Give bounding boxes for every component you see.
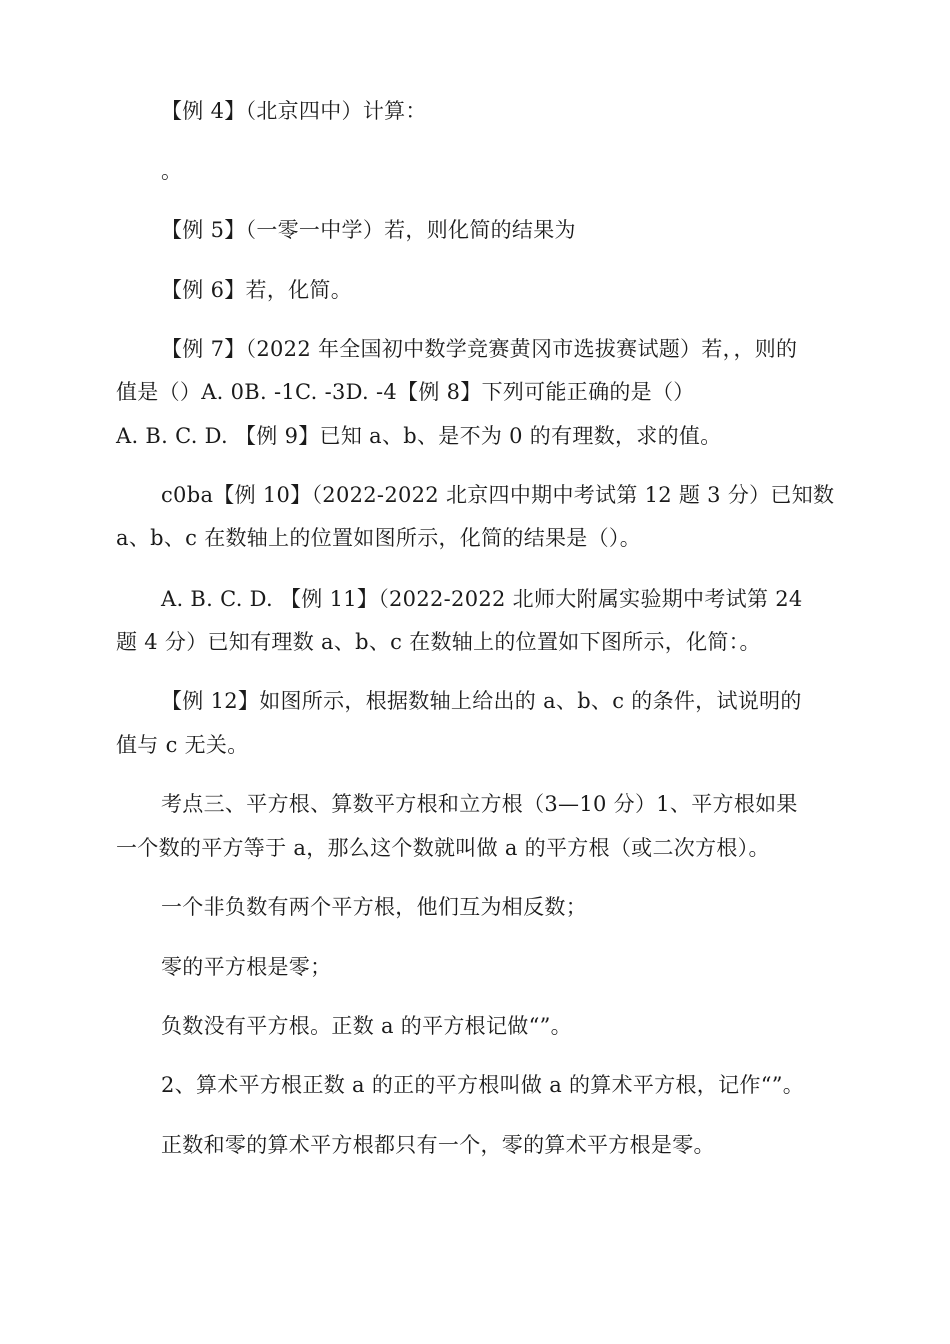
example-7-line: 【例 7】（2022 年全国初中数学竞赛黄冈市选拔赛试题）若，，则的 — [161, 337, 798, 361]
example-12-line: 【例 12】如图所示，根据数轴上给出的 a、b、c 的条件，试说明的 — [161, 689, 802, 713]
topic-3-line: 考点三、平方根、算数平方根和立方根（3—10 分）1、平方根如果 — [161, 792, 798, 816]
example-7-8-line: 值是（）A. 0B. -1C. -3D. -4【例 8】下列可能正确的是（） — [116, 380, 695, 404]
example-10-cont-line: a、b、c 在数轴上的位置如图所示，化简的结果是（）。 — [116, 526, 641, 550]
arithmetic-zero-line: 正数和零的算术平方根都只有一个，零的算术平方根是零。 — [161, 1133, 715, 1157]
arithmetic-root-line: 2、算术平方根正数 a 的正的平方根叫做 a 的算术平方根，记作“”。 — [161, 1073, 805, 1097]
example-9-line: A. B. C. D. 【例 9】已知 a、b、是不为 0 的有理数，求的值。 — [116, 424, 722, 448]
example-6-line: 【例 6】若，化简。 — [161, 278, 353, 302]
example-10-line: c0ba【例 10】（2022-2022 北京四中期中考试第 12 题 3 分）已知数 — [161, 483, 835, 507]
period-line: 。 — [161, 159, 183, 183]
example-11-line: A. B. C. D. 【例 11】（2022-2022 北师大附属实验期中考试第 24 — [161, 587, 803, 611]
topic-3-cont-line: 一个数的平方等于 a，那么这个数就叫做 a 的平方根（或二次方根）。 — [116, 836, 770, 860]
negative-line: 负数没有平方根。正数 a 的平方根记做“”。 — [161, 1014, 572, 1038]
example-12-cont-line: 值与 c 无关。 — [116, 733, 249, 757]
example-11-cont-line: 题 4 分）已知有理数 a、b、c 在数轴上的位置如下图所示，化简：。 — [116, 630, 761, 654]
zero-root-line: 零的平方根是零； — [161, 955, 332, 979]
nonnegative-line: 一个非负数有两个平方根，他们互为相反数； — [161, 895, 587, 919]
example-5-line: 【例 5】（一零一中学）若，则化简的结果为 — [161, 218, 576, 242]
example-4-line: 【例 4】（北京四中）计算： — [161, 99, 427, 123]
